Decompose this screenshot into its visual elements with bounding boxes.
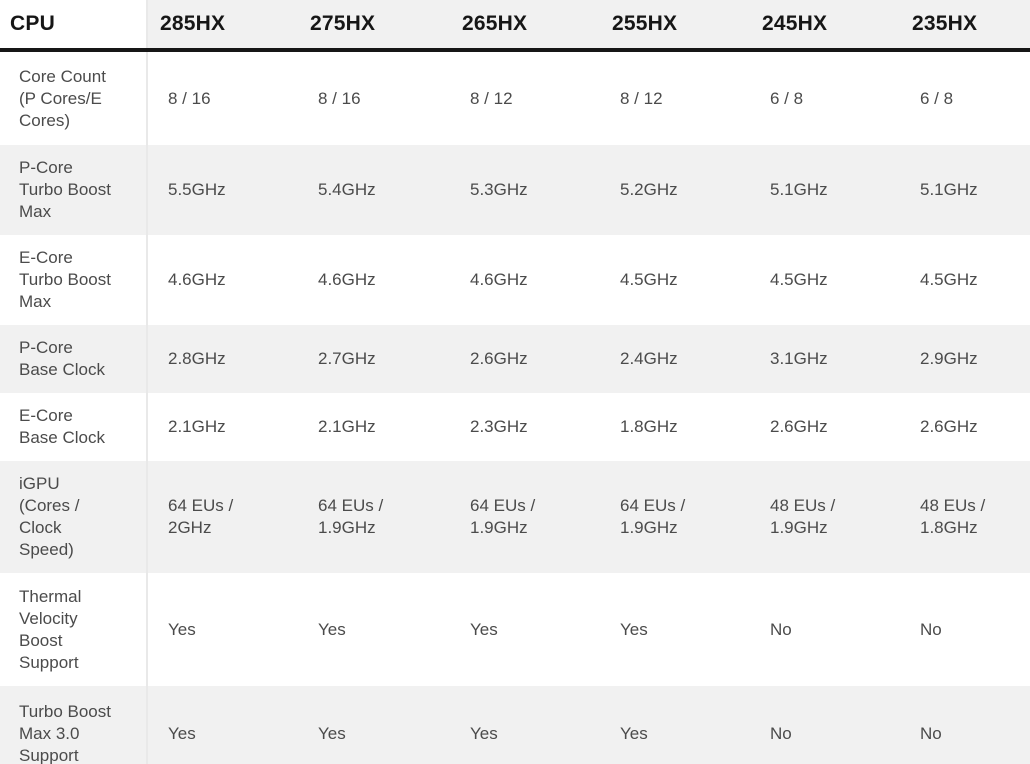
table-row [0, 325, 1030, 393]
value-cell: 5.3GHz [470, 180, 528, 199]
header-cell: 285HX [148, 0, 298, 48]
value-cell: 4.6GHz [470, 270, 528, 289]
value-cell: No [770, 619, 792, 639]
value-cell: 4.6GHz [318, 270, 376, 289]
row-label: P-Core Base Clock [0, 325, 148, 393]
value-cell: No [920, 723, 942, 743]
value-cell: 1.8GHz [620, 417, 678, 436]
value-cell: Yes [318, 619, 346, 639]
value-cell: 5.1GHz [920, 180, 978, 199]
table-row [0, 461, 1030, 573]
value-cell: 8 / 12 [620, 88, 663, 108]
value-cell: 8 / 16 [168, 88, 211, 108]
row-label: Turbo Boost Max 3.0 Support [0, 686, 148, 764]
value-cell: 3.1GHz [770, 349, 828, 368]
value-cell: 5.2GHz [620, 180, 678, 199]
table-row [0, 573, 1030, 686]
value-cell: 48 EUs / 1.8GHz [920, 496, 986, 537]
value-cell: 5.1GHz [770, 180, 828, 199]
value-cell: 2.1GHz [168, 417, 226, 436]
value-cell: Yes [470, 723, 498, 743]
row-label: iGPU (Cores / Clock Speed) [0, 461, 148, 573]
header-cell: 245HX [750, 0, 900, 48]
row-label: E-Core Base Clock [0, 393, 148, 461]
row-label: P-Core Turbo Boost Max [0, 145, 148, 235]
row-label: Thermal Velocity Boost Support [0, 573, 148, 686]
value-cell: Yes [168, 619, 196, 639]
header-cell: 255HX [600, 0, 750, 48]
value-cell: No [770, 723, 792, 743]
value-cell: 2.6GHz [470, 349, 528, 368]
value-cell: 6 / 8 [770, 88, 804, 108]
table-body [0, 52, 1030, 764]
value-cell: 6 / 8 [920, 88, 954, 108]
value-cell: 64 EUs / 1.9GHz [620, 496, 686, 537]
value-cell: 2.1GHz [318, 417, 376, 436]
value-cell: Yes [470, 619, 498, 639]
value-cell: 8 / 12 [470, 88, 513, 108]
value-cell: 4.5GHz [920, 270, 978, 289]
header-cell: 235HX [900, 0, 1030, 48]
value-cell: 4.6GHz [168, 270, 226, 289]
value-cell: 64 EUs / 2GHz [168, 496, 234, 537]
value-cell: 2.9GHz [920, 349, 978, 368]
value-cell: No [920, 619, 942, 639]
value-cell: 2.7GHz [318, 349, 376, 368]
value-cell: Yes [620, 619, 648, 639]
value-cell: 48 EUs / 1.9GHz [770, 496, 836, 537]
value-cell: 64 EUs / 1.9GHz [318, 496, 384, 537]
table-row [0, 145, 1030, 235]
table-header-row [0, 0, 1030, 52]
value-cell: 2.4GHz [620, 349, 678, 368]
row-label: E-Core Turbo Boost Max [0, 235, 148, 325]
value-cell: 8 / 16 [318, 88, 361, 108]
table-row [0, 686, 1030, 764]
value-cell: 4.5GHz [620, 270, 678, 289]
row-label: Core Count (P Cores/E Cores) [0, 52, 148, 145]
header-cell: 265HX [450, 0, 600, 48]
value-cell: 2.8GHz [168, 349, 226, 368]
table-row [0, 393, 1030, 461]
table-row [0, 235, 1030, 325]
header-cell: 275HX [298, 0, 450, 48]
value-cell: Yes [318, 723, 346, 743]
value-cell: 2.6GHz [920, 417, 978, 436]
value-cell: 5.4GHz [318, 180, 376, 199]
value-cell: 2.6GHz [770, 417, 828, 436]
header-cell-cpu: CPU [0, 0, 148, 48]
value-cell: Yes [168, 723, 196, 743]
value-cell: 5.5GHz [168, 180, 226, 199]
value-cell: Yes [620, 723, 648, 743]
value-cell: 64 EUs / 1.9GHz [470, 496, 536, 537]
value-cell: 4.5GHz [770, 270, 828, 289]
table-row [0, 52, 1030, 145]
value-cell: 2.3GHz [470, 417, 528, 436]
